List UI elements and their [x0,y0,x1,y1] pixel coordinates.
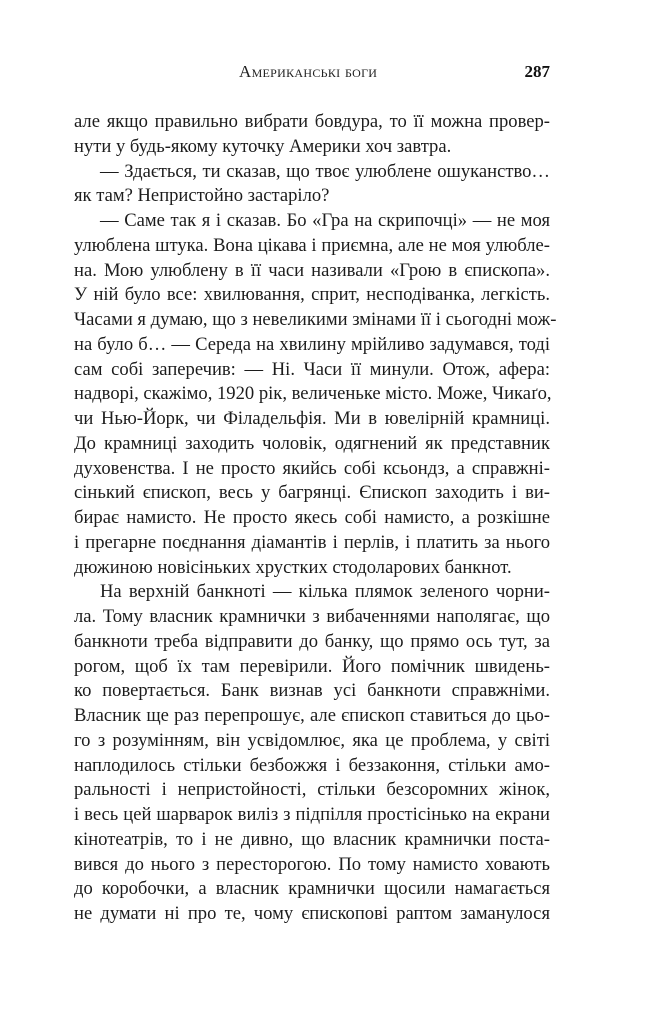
text-line: рогом, щоб їх там перевірили. Його помічник швидень- [74,655,550,677]
text-line: сам собі заперечив: — Ні. Часи її минули. Отож, афера: [74,358,550,380]
running-header [74,62,550,86]
text-line: банкноти треба відправити до банку, що прямо ось тут, за [74,630,550,652]
text-line: сінький єпископ, весь у багрянці. Єпископ заходить і ви- [74,482,550,504]
body-text [74,110,557,927]
text-line: Власник ще раз перепрошує, але єпископ ставиться до цьо- [74,705,550,726]
text-line: До крамниці заходить чоловік, одягнений як представник [74,432,550,454]
text-line: до коробочки, а власник крамнички щосили намагається [74,878,550,900]
text-line: чи Нью-Йорк, чи Філадельфія. Ми в ювелірній крамниці. [74,408,550,429]
text-line: вився до нього з пересторогою. По тому намисто ховають [74,853,550,875]
text-line: ла. Тому власник крамнички з вибаченнями наполягає, що [74,606,550,627]
text-line: на було б… — Середа на хвилину мрійливо задумався, тоді [74,333,550,355]
text-line: го з розумінням, він усвідомлює, яка це проблема, у світі [74,729,550,751]
text-line: і прегарне поєднання діамантів і перлів, і платить за нього [74,531,550,553]
text-line: як там? Непристойно застаріло? [74,185,330,207]
text-line: улюблена штука. Вона цікава і приємна, але не моя улюбле- [74,234,550,256]
text-line: У ній було все: хвилювання, сприт, несподіванка, легкість. [74,284,550,306]
text-line: не думати ні про те, чому єпископові раптом заманулося [74,903,550,924]
text-line: На верхній банкноті — кілька плямок зеленого чорни- [100,581,550,603]
text-line: надворі, скажімо, 1920 рік, величеньке місто. Може, Чикаґо, [74,383,552,405]
text-line: дюжиною новісіньких хрустких стодоларових банкнот. [74,556,512,578]
text-line: Часами я думаю, що з невеликими змінами її і сьогодні мож- [74,309,557,330]
text-line: і весь цей шарварок виліз з підпілля простісінько на екрани [74,804,550,825]
text-line: ральності і непристойності, стільки безсоромних жінок, [74,779,550,801]
text-line: бирає намисто. Не просто якесь собі намисто, а розкішне [74,507,550,528]
page-number: 287 [524,62,550,81]
text-line: на. Мою улюблену в її часи називали «Грою в єпископа». [74,259,550,281]
text-line: духовенства. І не просто якийсь собі ксьондз, а справжні- [74,457,550,479]
text-line: — Саме так я і сказав. Бо «Гра на скрипочці» — не моя [100,210,550,231]
text-line: — Здається, ти сказав, що твоє улюблене ошуканство… [100,160,550,182]
text-line: наплодилось стільки безбожжя і беззаконня, стільки амо- [74,754,550,776]
text-line: ко повертається. Банк визнав усі банкноти справжніми. [74,680,550,702]
text-line: нути у будь-якому куточку Америки хоч завтра. [74,135,452,157]
text-line: але якщо правильно вибрати бовдура, то її можна провер- [74,111,550,132]
running-title: Американські боги [239,62,378,81]
text-line: кінотеатрів, то і не дивно, що власник крамнички поста- [74,828,550,850]
